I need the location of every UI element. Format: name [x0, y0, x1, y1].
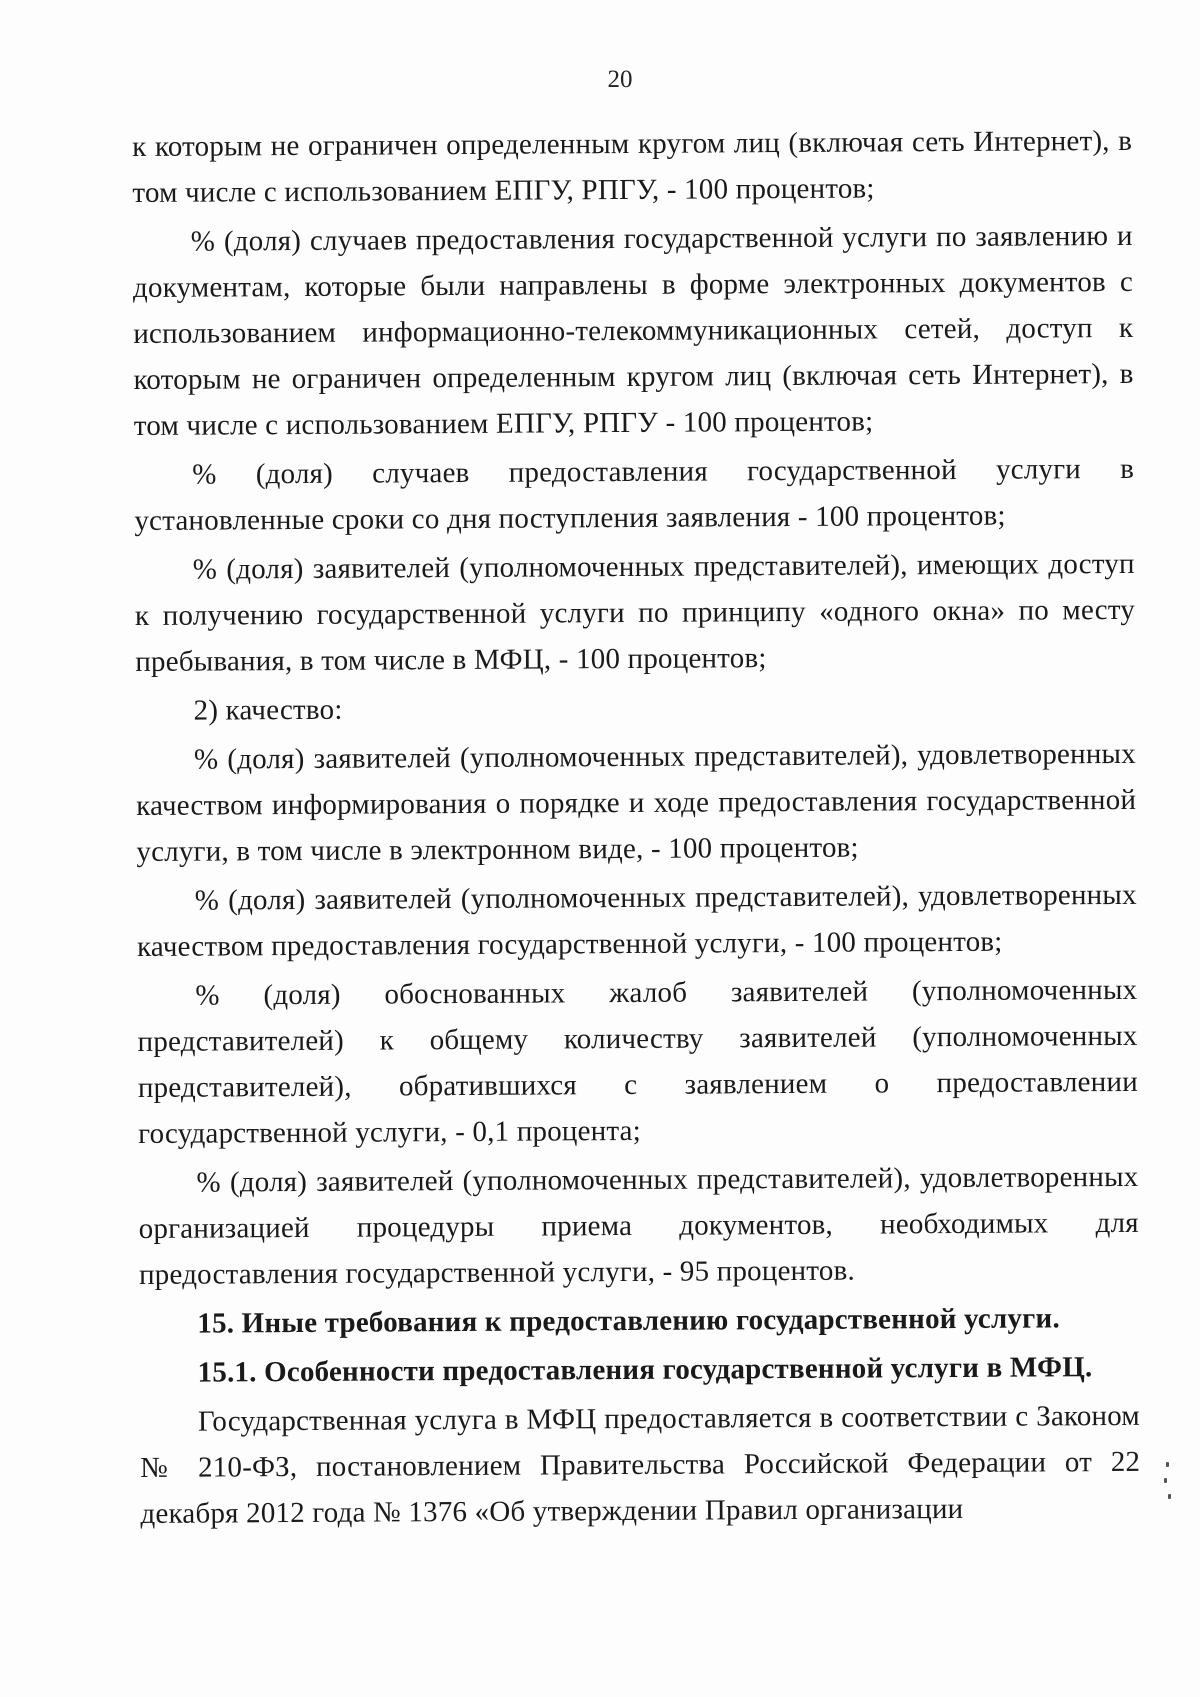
scan-artifact	[1166, 1462, 1169, 1467]
paragraph: 2) качество:	[193, 693, 343, 727]
paragraph: % (доля) заявителей (уполномоченных представителей), удовлетворенных качеством предоставления государственной услуги, - 100 процентов;	[136, 878, 1137, 963]
paragraph: % (доля) заявителей (уполномоченных представителей), удовлетворенных организацией процедуры приема документов, необходимых для предоставления государственной услуги, - 95 процентов.	[138, 1160, 1139, 1291]
paragraph: % (доля) заявителей (уполномоченных представителей), имеющих доступ к получению государственной услуги по принципу «одного окна» по месту пребывания, в том числе в МФЦ, - 100 процентов;	[134, 547, 1136, 678]
paragraph: % (доля) случаев предоставления государственной услуги в установленные сроки со дня поступления заявления - 100 процентов;	[134, 452, 1135, 537]
paragraph: % (доля) заявителей (уполномоченных представителей), удовлетворенных качеством информирования о порядке и ходе предоставления государственной услуги, в том числе в электронном виде, - 100 процентов;	[136, 737, 1137, 868]
scan-artifact	[1168, 1494, 1171, 1499]
paragraph: к которым не ограничен определенным кругом лиц (включая сеть Интернет), в том числе с использованием ЕПГУ, РПГУ, - 100 процентов;	[132, 124, 1133, 209]
section-heading: 15. Иные требования к предоставлению государственной услуги.	[197, 1302, 1060, 1340]
paragraph: Государственная услуга в МФЦ предоставляется в соответствии с Законом № 210-ФЗ, постановлением Правительства Российской Федерации от 22 декабря 2012 года № 1376 «Об утверждении Правил организации	[140, 1399, 1141, 1530]
scan-artifact	[1164, 1478, 1167, 1483]
paragraph: % (доля) случаев предоставления государственной услуги по заявлению и документам, которые были направлены в форме электронных документов с использованием информационно-телекоммуникационных сетей, доступ к которым не ограничен определенным кругом лиц (включая сеть Интернет), в том числе с использованием ЕПГУ, РПГУ - 100 процентов;	[132, 219, 1134, 442]
paragraph: % (доля) обоснованных жалоб заявителей (уполномоченных представителей) к общему количеству заявителей (уполномоченных представителей), обратившихся с заявлением о предоставлении государственной услуги, - 0,1 процента;	[137, 973, 1138, 1150]
document-body	[132, 118, 1141, 1540]
page-number: 20	[607, 66, 633, 93]
subsection-heading: 15.1. Особенности предоставления государственной услуги в МФЦ.	[197, 1351, 1093, 1389]
